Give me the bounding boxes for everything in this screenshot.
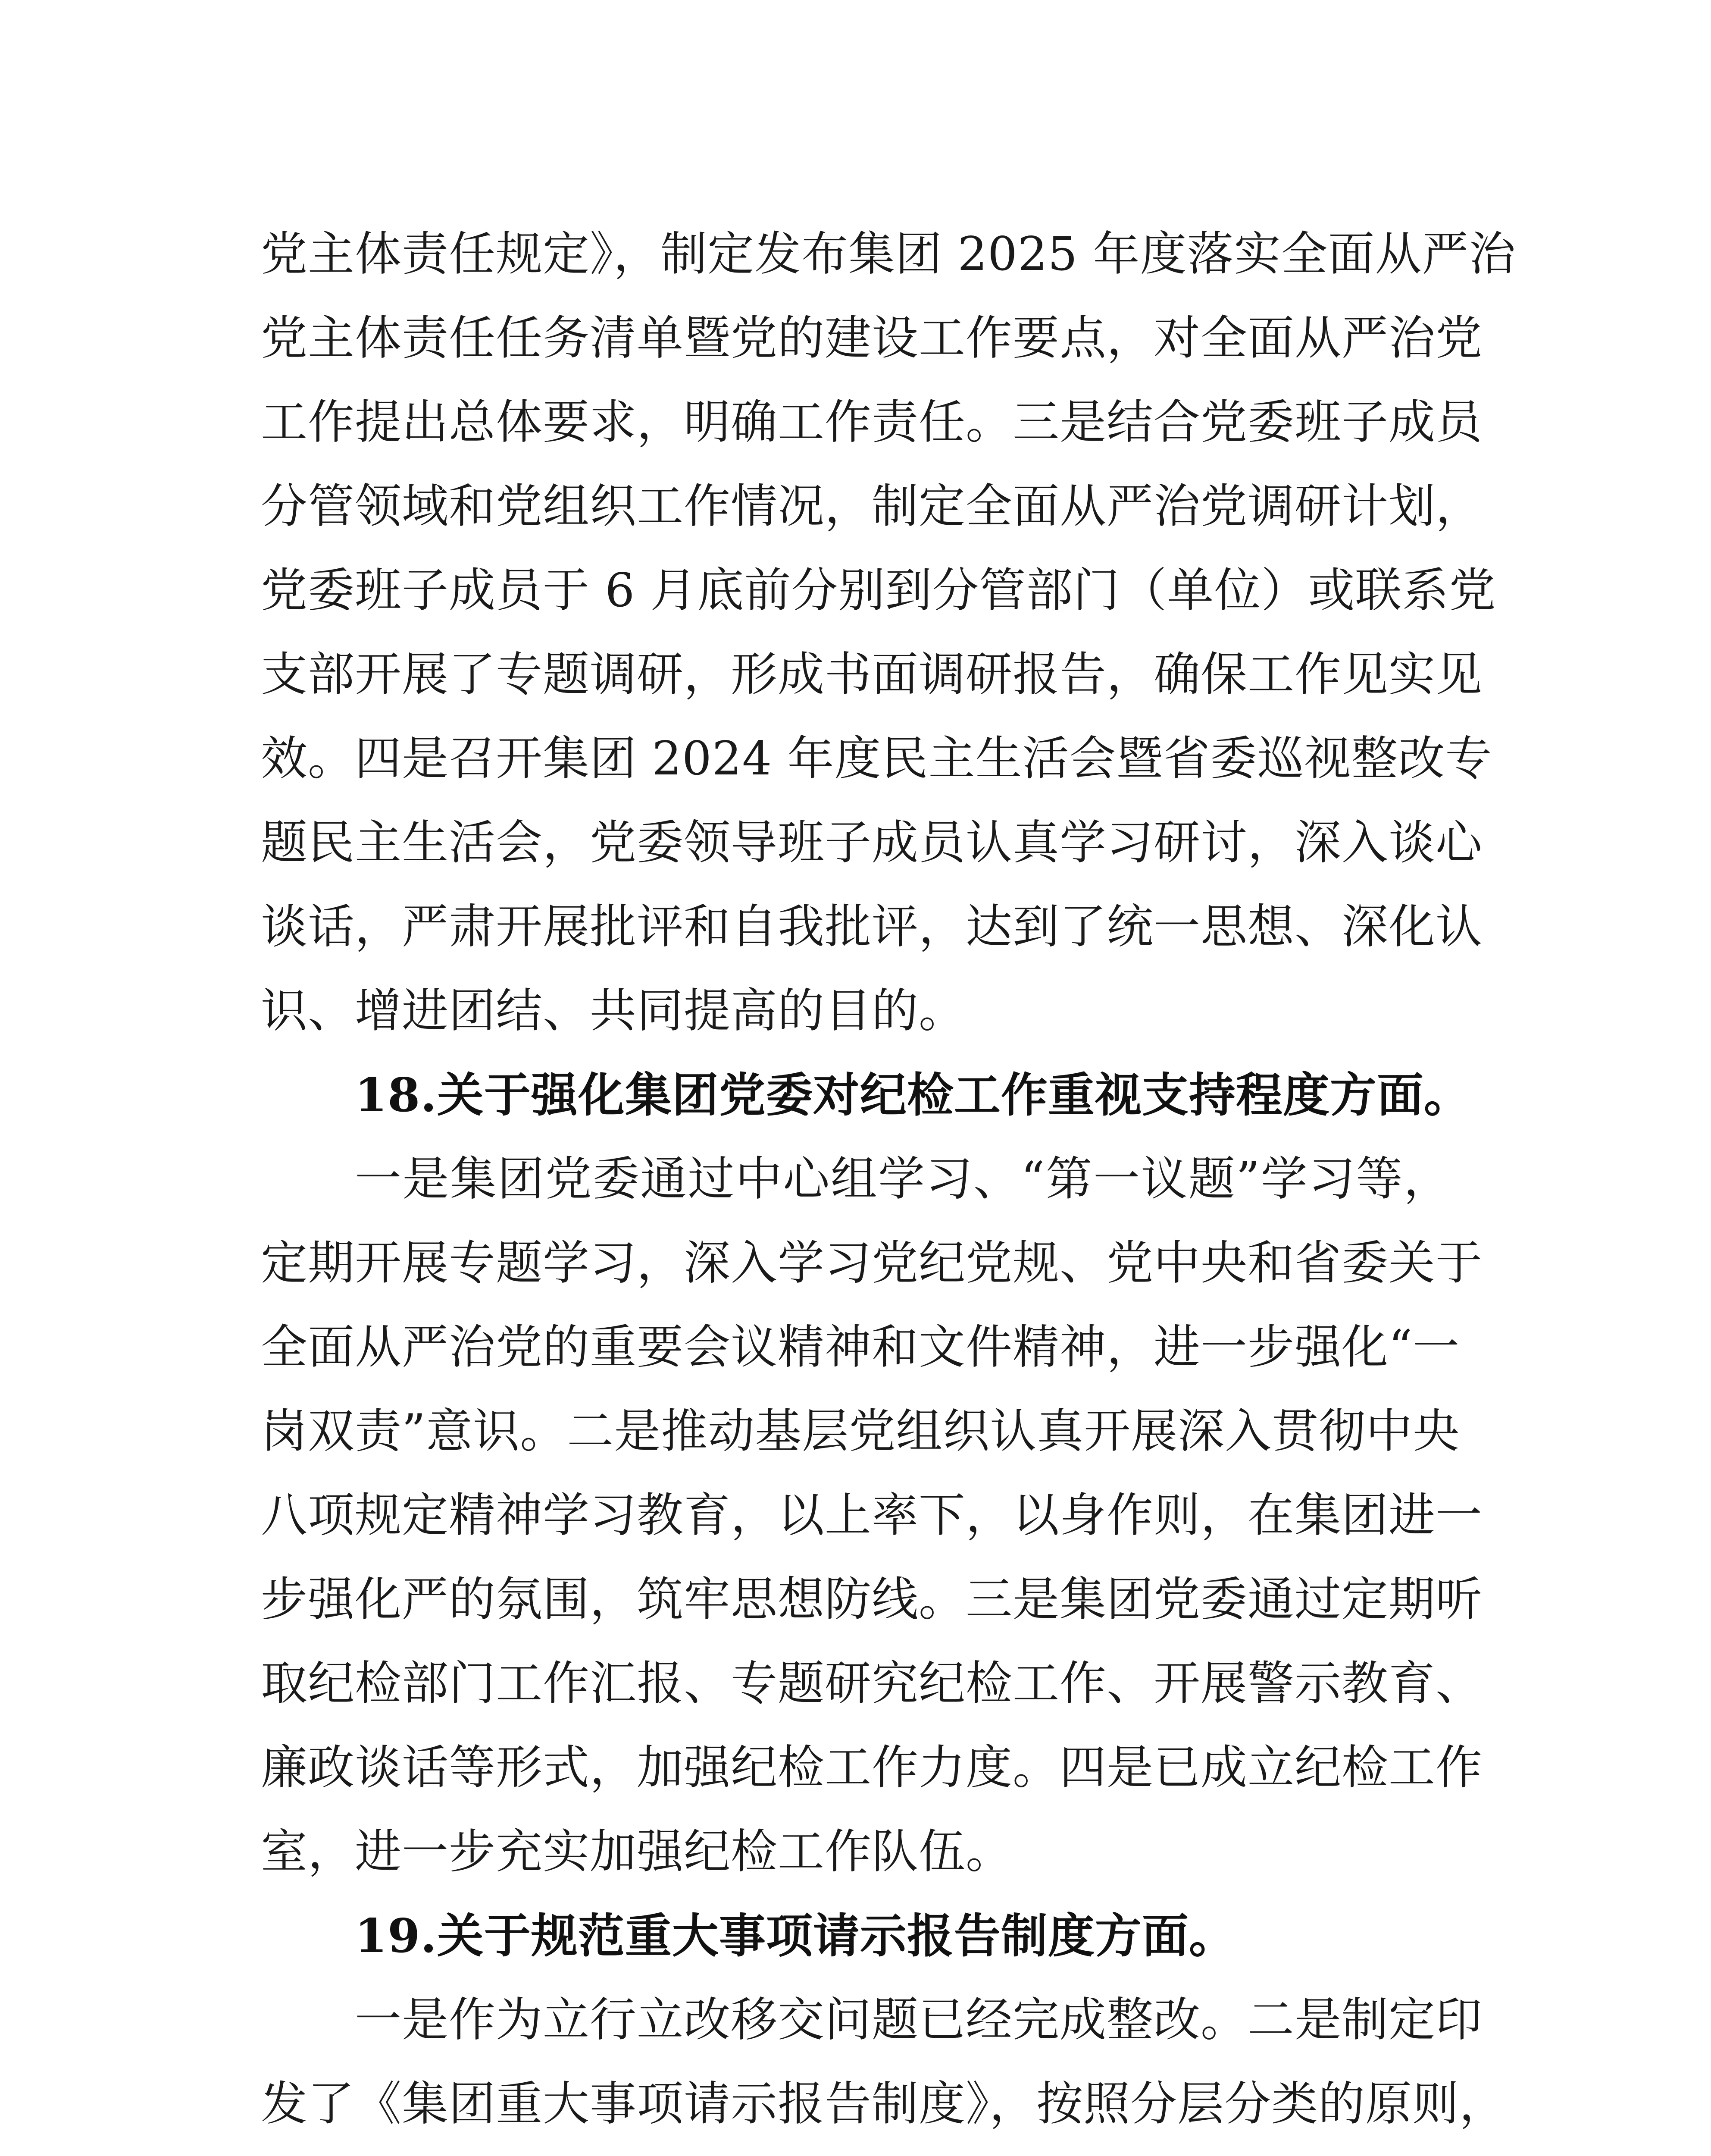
- body-text-line: 全面从严治党的重要会议精神和文件精神，进一步强化“一: [261, 1320, 1460, 1374]
- body-text-line: 谈话，严肃开展批评和自我批评，达到了统一思想、深化认: [261, 900, 1483, 954]
- body-text-line: 党主体责任规定》，制定发布集团 2025 年度落实全面从严治: [261, 227, 1516, 281]
- body-text-line: 支部开展了专题调研，形成书面调研报告，确保工作见实见: [261, 648, 1483, 702]
- body-text-line: 廉政谈话等形式，加强纪检工作力度。四是已成立纪检工作: [261, 1741, 1483, 1795]
- body-text-line: [261, 2150, 1451, 2156]
- body-text-line: 定期开展专题学习，深入学习党纪党规、党中央和省委关于: [261, 1236, 1483, 1290]
- body-text-line: 一是集团党委通过中心组学习、“第一议题”学习等，: [355, 1152, 1451, 1206]
- body-text-line: 分管领域和党组织工作情况，制定全面从严治党调研计划，: [261, 479, 1483, 533]
- body-text-line: 取纪检部门工作汇报、专题研究纪检工作、开展警示教育、: [261, 1657, 1483, 1711]
- body-text-line: 发了《集团重大事项请示报告制度》，按照分层分类的原则，: [261, 2077, 1507, 2131]
- body-text-line: 室，进一步充实加强纪检工作队伍。: [261, 1825, 1013, 1879]
- section-19-heading: 19.关于规范重大事项请示报告制度方面。: [355, 1909, 1236, 1963]
- body-text-line: 八项规定精神学习教育，以上率下，以身作则，在集团进一: [261, 1489, 1483, 1542]
- body-text-line: 岗双责”意识。二是推动基层党组织认真开展深入贯彻中央: [261, 1404, 1460, 1458]
- body-text-line: 一是作为立行立改移交问题已经完成整改。二是制定印: [355, 1993, 1483, 2047]
- section-18-heading: 18.关于强化集团党委对纪检工作重视支持程度方面。: [355, 1068, 1471, 1122]
- body-text-line: 党委班子成员于 6 月底前分别到分管部门（单位）或联系党: [261, 564, 1496, 617]
- body-text-line: 工作提出总体要求，明确工作责任。三是结合党委班子成员: [261, 395, 1483, 449]
- body-text-line: 党主体责任任务清单暨党的建设工作要点，对全面从严治党: [261, 311, 1483, 365]
- body-text-line: 题民主生活会，党委领导班子成员认真学习研讨，深入谈心: [261, 816, 1483, 870]
- body-text-line: 识、增进团结、共同提高的目的。: [261, 984, 966, 1038]
- body-text-line: 步强化严的氛围，筑牢思想防线。三是集团党委通过定期听: [261, 1573, 1483, 1626]
- body-text-line: 效。四是召开集团 2024 年度民主生活会暨省委巡视整改专: [261, 732, 1492, 786]
